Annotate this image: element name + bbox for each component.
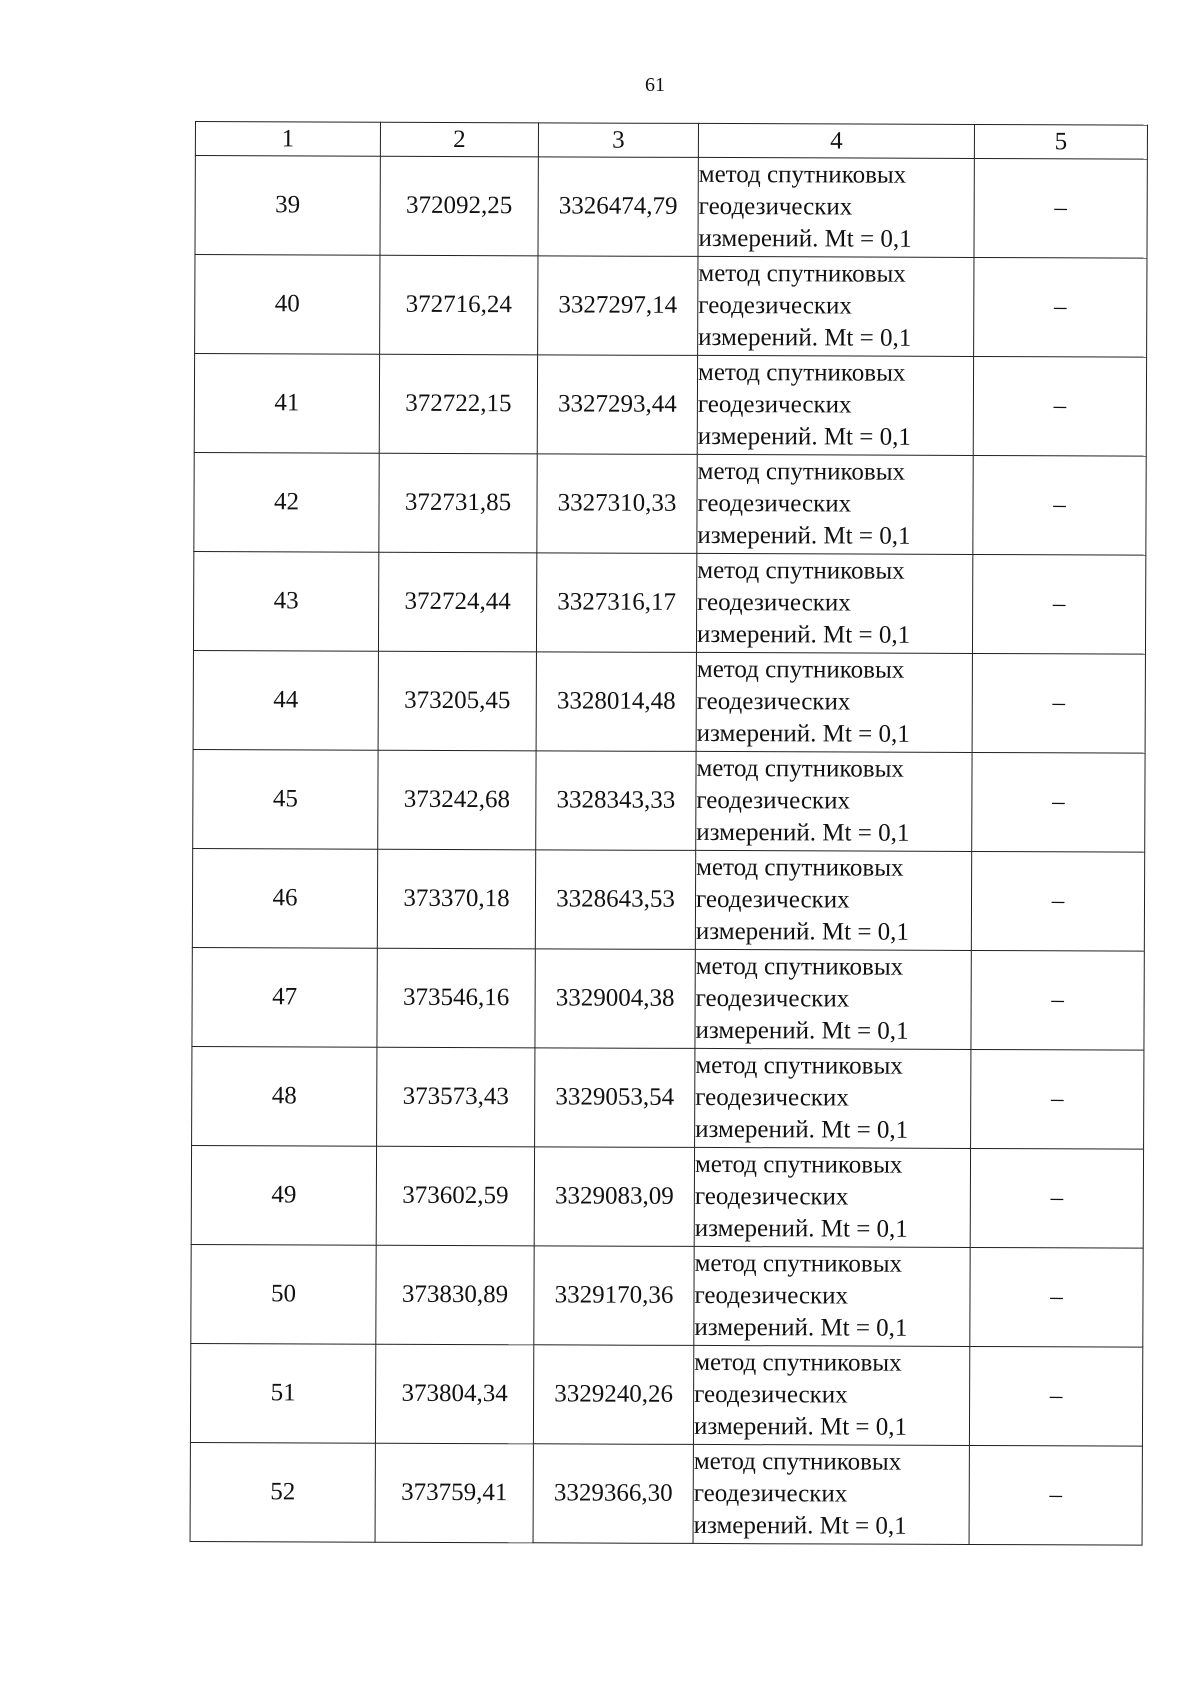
method-line: измерений. Mt = 0,1 bbox=[695, 1016, 909, 1045]
point-number-cell: 51 bbox=[190, 1343, 375, 1443]
method-line: измерений. Mt = 0,1 bbox=[696, 719, 910, 748]
method-cell bbox=[696, 652, 972, 752]
y-coordinate-cell: 3328643,53 bbox=[535, 850, 695, 950]
method-line: измерений. Mt = 0,1 bbox=[696, 620, 911, 649]
header-row bbox=[195, 122, 1147, 160]
point-number-cell: 45 bbox=[193, 749, 378, 849]
table-row bbox=[191, 1244, 1143, 1347]
y-coordinate-cell: 3326474,79 bbox=[538, 157, 698, 257]
point-number-cell: 43 bbox=[193, 551, 378, 651]
point-number-cell: 47 bbox=[192, 947, 377, 1047]
method-line: метод спутниковых bbox=[694, 1348, 902, 1377]
y-coordinate-cell: 3327293,44 bbox=[537, 355, 697, 455]
point-number-cell: 48 bbox=[192, 1046, 377, 1146]
method-line: геодезических bbox=[693, 1479, 848, 1508]
method-line: геодезических bbox=[694, 1182, 849, 1211]
table-row bbox=[191, 1145, 1143, 1248]
y-coordinate-cell: 3329366,30 bbox=[533, 1444, 693, 1544]
point-number-cell: 44 bbox=[193, 650, 378, 750]
table-row bbox=[193, 650, 1145, 753]
method-line: геодезических bbox=[696, 687, 851, 716]
method-cell bbox=[694, 1246, 970, 1346]
y-coordinate-cell: 3327297,14 bbox=[538, 256, 698, 356]
method-line: геодезических bbox=[695, 885, 850, 914]
note-cell: – bbox=[973, 455, 1146, 555]
method-line: измерений. Mt = 0,1 bbox=[697, 422, 911, 451]
method-line: метод спутниковых bbox=[694, 1150, 903, 1179]
method-cell bbox=[693, 1444, 969, 1544]
y-coordinate-cell: 3327316,17 bbox=[536, 553, 696, 653]
note-cell: – bbox=[972, 653, 1145, 753]
method-line: метод спутниковых bbox=[697, 556, 905, 585]
x-coordinate-cell: 372731,85 bbox=[379, 453, 537, 553]
y-coordinate-cell: 3328014,48 bbox=[536, 652, 696, 752]
x-coordinate-cell: 373602,59 bbox=[376, 1146, 534, 1246]
method-cell bbox=[696, 751, 972, 851]
method-line: метод спутниковых bbox=[695, 1051, 903, 1080]
method-line: измерений. Mt = 0,1 bbox=[698, 224, 912, 253]
method-line: измерений. Mt = 0,1 bbox=[696, 818, 910, 847]
method-line: метод спутниковых bbox=[693, 1447, 902, 1476]
note-cell: – bbox=[974, 257, 1147, 357]
y-coordinate-cell: 3327310,33 bbox=[537, 454, 697, 554]
x-coordinate-cell: 373370,18 bbox=[377, 849, 535, 949]
method-cell bbox=[694, 1147, 970, 1247]
method-cell bbox=[695, 1048, 971, 1148]
method-cell bbox=[698, 256, 974, 356]
method-line: геодезических bbox=[697, 588, 851, 617]
point-number-cell: 41 bbox=[194, 354, 379, 454]
note-cell: – bbox=[973, 356, 1146, 456]
table-row bbox=[192, 848, 1144, 951]
method-line: метод спутниковых bbox=[698, 259, 906, 288]
point-number-cell: 39 bbox=[195, 156, 380, 256]
note-cell: – bbox=[971, 851, 1144, 951]
method-line: измерений. Mt = 0,1 bbox=[695, 1115, 909, 1144]
method-line: метод спутниковых bbox=[696, 655, 905, 684]
column-header-2: 2 bbox=[380, 122, 538, 157]
y-coordinate-cell: 3329083,09 bbox=[534, 1147, 694, 1247]
point-number-cell: 49 bbox=[191, 1145, 376, 1245]
method-line: геодезических bbox=[697, 390, 852, 419]
note-cell: – bbox=[972, 752, 1145, 852]
table-row bbox=[193, 749, 1145, 852]
x-coordinate-cell: 373242,68 bbox=[378, 750, 536, 850]
x-coordinate-cell: 373573,43 bbox=[377, 1047, 535, 1147]
method-line: метод спутниковых bbox=[697, 457, 906, 486]
method-line: метод спутниковых bbox=[694, 1249, 903, 1278]
method-line: измерений. Mt = 0,1 bbox=[695, 917, 910, 946]
y-coordinate-cell: 3328343,33 bbox=[536, 751, 696, 851]
table-row bbox=[190, 1442, 1142, 1545]
table-row bbox=[195, 255, 1147, 358]
table-row bbox=[194, 354, 1146, 457]
method-line: метод спутниковых bbox=[698, 160, 907, 189]
point-number-cell: 52 bbox=[190, 1442, 375, 1542]
method-line: геодезических bbox=[695, 1083, 849, 1112]
method-line: геодезических bbox=[698, 291, 852, 320]
table-row bbox=[194, 452, 1146, 555]
method-cell bbox=[696, 553, 972, 653]
x-coordinate-cell: 372716,24 bbox=[380, 255, 538, 355]
y-coordinate-cell: 3329004,38 bbox=[535, 949, 695, 1049]
y-coordinate-cell: 3329170,36 bbox=[534, 1246, 694, 1346]
method-cell bbox=[697, 355, 973, 455]
method-line: геодезических bbox=[698, 192, 853, 221]
point-number-cell: 40 bbox=[195, 255, 380, 355]
method-line: измерений. Mt = 0,1 bbox=[693, 1412, 908, 1441]
y-coordinate-cell: 3329240,26 bbox=[533, 1345, 693, 1445]
x-coordinate-cell: 372722,15 bbox=[379, 354, 537, 454]
note-cell: – bbox=[971, 950, 1144, 1050]
table-row bbox=[190, 1343, 1142, 1446]
x-coordinate-cell: 373205,45 bbox=[378, 651, 536, 751]
page-number: 61 bbox=[645, 74, 665, 96]
method-line: геодезических bbox=[694, 1281, 849, 1310]
table-row bbox=[193, 551, 1145, 654]
method-line: измерений. Mt = 0,1 bbox=[694, 1214, 908, 1243]
method-line: измерений. Mt = 0,1 bbox=[694, 1313, 908, 1342]
coordinates-table bbox=[190, 121, 1148, 1546]
method-cell bbox=[693, 1345, 969, 1445]
method-line: метод спутниковых bbox=[695, 952, 904, 981]
x-coordinate-cell: 373830,89 bbox=[376, 1245, 534, 1345]
method-line: метод спутниковых bbox=[696, 754, 904, 783]
x-coordinate-cell: 373546,16 bbox=[377, 948, 535, 1048]
column-header-4: 4 bbox=[698, 123, 974, 158]
note-cell: – bbox=[969, 1346, 1142, 1446]
y-coordinate-cell: 3329053,54 bbox=[535, 1048, 695, 1148]
note-cell: – bbox=[974, 158, 1147, 258]
note-cell: – bbox=[971, 1049, 1144, 1149]
method-line: метод спутниковых bbox=[697, 358, 906, 387]
table-body bbox=[190, 156, 1147, 1546]
method-line: геодезических bbox=[695, 984, 850, 1013]
table-row bbox=[192, 1046, 1144, 1149]
point-number-cell: 42 bbox=[194, 452, 379, 552]
table-row bbox=[195, 156, 1147, 259]
method-line: геодезических bbox=[696, 786, 851, 815]
method-line: измерений. Mt = 0,1 bbox=[697, 521, 911, 550]
method-cell bbox=[695, 850, 971, 950]
column-header-1: 1 bbox=[195, 122, 380, 157]
method-cell bbox=[697, 454, 973, 554]
note-cell: – bbox=[969, 1445, 1142, 1545]
method-line: геодезических bbox=[694, 1380, 848, 1409]
x-coordinate-cell: 372092,25 bbox=[380, 156, 538, 256]
method-line: измерений. Mt = 0,1 bbox=[693, 1511, 907, 1540]
method-line: геодезических bbox=[697, 489, 852, 518]
note-cell: – bbox=[970, 1247, 1143, 1347]
method-cell bbox=[698, 157, 974, 257]
point-number-cell: 46 bbox=[192, 848, 377, 948]
method-cell bbox=[695, 949, 971, 1049]
x-coordinate-cell: 373759,41 bbox=[375, 1443, 533, 1543]
column-header-3: 3 bbox=[538, 123, 698, 158]
note-cell: – bbox=[972, 554, 1145, 654]
x-coordinate-cell: 373804,34 bbox=[375, 1344, 533, 1444]
table-row bbox=[192, 947, 1144, 1050]
point-number-cell: 50 bbox=[191, 1244, 376, 1344]
x-coordinate-cell: 372724,44 bbox=[378, 552, 536, 652]
note-cell: – bbox=[970, 1148, 1143, 1248]
method-line: измерений. Mt = 0,1 bbox=[698, 323, 912, 352]
method-line: метод спутниковых bbox=[696, 853, 904, 882]
column-header-5: 5 bbox=[974, 124, 1147, 159]
